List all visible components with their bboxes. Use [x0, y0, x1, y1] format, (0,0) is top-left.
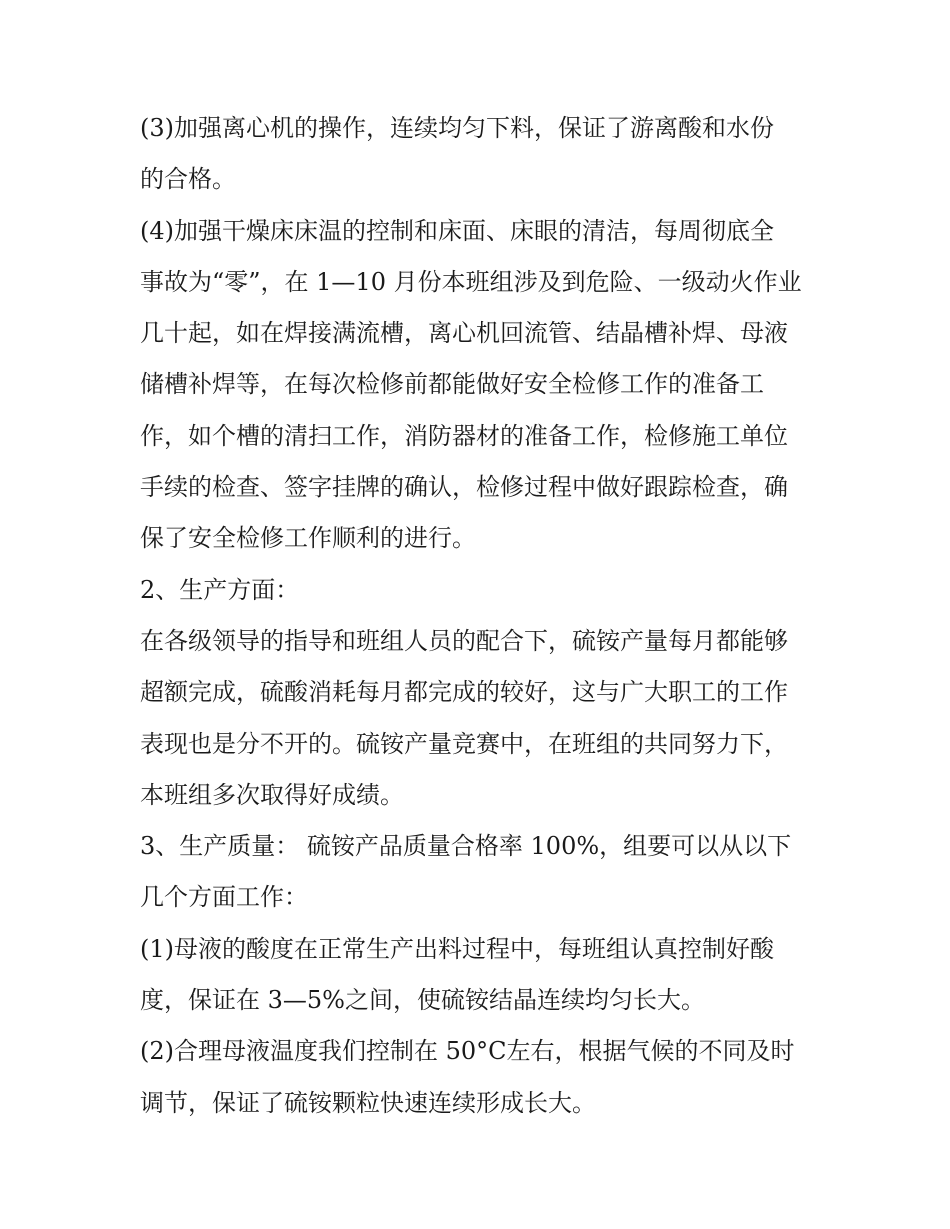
- document-body: [140, 103, 820, 1129]
- text-line: 储槽补焊等，在每次检修前都能做好安全检修工作的准备工: [140, 370, 764, 399]
- section-heading: 2、生产方面：: [140, 575, 300, 604]
- text-line: (3)加强离心机的操作，连续均匀下料，保证了游离酸和水份: [140, 114, 774, 142]
- text-line: (4)加强干燥床床温的控制和床面、床眼的清洁，每周彻底全: [140, 216, 774, 245]
- text-line: 调节，保证了硫铵颗粒快速连续形成长大。: [140, 1088, 596, 1117]
- section-heading: 3、生产质量： 硫铵产品质量合格率 100%，组要可以从以下: [140, 832, 792, 861]
- text-line: 作，如个槽的清扫工作，消防器材的准备工作，检修施工单位: [140, 421, 788, 450]
- text-line: 表现也是分不开的。硫铵产量竞赛中，在班组的共同努力下，: [140, 729, 788, 758]
- text-line: 的合格。: [140, 165, 236, 194]
- text-line: 度，保证在 3—5%之间，使硫铵结晶连续均匀长大。: [140, 986, 705, 1015]
- text-line: 本班组多次取得好成绩。: [140, 780, 404, 809]
- text-line: (2)合理母液温度我们控制在 50°C左右，根据气候的不同及时: [140, 1037, 795, 1066]
- text-line: 超额完成，硫酸消耗每月都完成的较好，这与广大职工的工作: [140, 678, 788, 707]
- text-line: 手续的检查、签字挂牌的确认，检修过程中做好跟踪检查，确: [140, 473, 788, 502]
- text-line: 几十起，如在焊接满流槽，离心机回流管、结晶槽补焊、母液: [140, 319, 788, 348]
- text-line: 事故为“零”，在 1—10 月份本班组涉及到危险、一级动火作业: [140, 267, 802, 296]
- text-line: 保了安全检修工作顺利的进行。: [140, 524, 476, 553]
- text-line: 在各级领导的指导和班组人员的配合下，硫铵产量每月都能够: [140, 626, 788, 655]
- text-line: (1)母液的酸度在正常生产出料过程中，每班组认真控制好酸: [140, 934, 774, 963]
- text-line: 几个方面工作：: [140, 883, 308, 912]
